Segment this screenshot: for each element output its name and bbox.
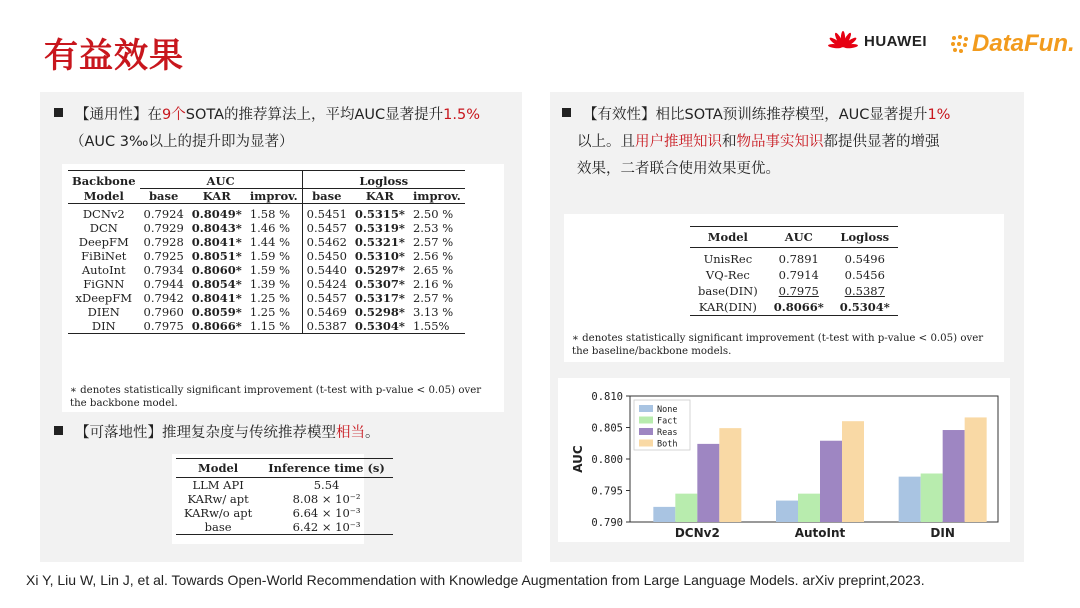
datafun-logo — [950, 30, 1075, 58]
inference-time-card — [172, 454, 385, 544]
header-model: Model — [198, 461, 239, 475]
table-row — [690, 248, 898, 268]
table-cell: FiGNN — [83, 277, 125, 291]
table-row — [690, 299, 898, 316]
table-cell: 0.5298* — [354, 305, 405, 319]
table-cell: 0.8049* — [191, 207, 242, 221]
table-cell: 0.5315* — [354, 207, 405, 221]
table-cell: 0.5387 — [844, 284, 885, 298]
table-row — [176, 520, 393, 535]
legend-swatch — [639, 405, 653, 412]
y-tick-label: 0.810 — [591, 391, 623, 403]
table-cell: 1.46 % — [249, 221, 291, 235]
deployability-bullet — [54, 420, 380, 447]
table-cell: 0.7914 — [778, 268, 819, 282]
table-cell: 8.08 × 10⁻² — [292, 492, 361, 506]
x-tick-label: DCNv2 — [674, 526, 720, 540]
table-cell: 0.5310* — [354, 249, 405, 263]
table-row — [68, 305, 465, 319]
bullet-text: 和 — [722, 134, 737, 150]
table-cell: 0.5304* — [839, 300, 890, 314]
bullet-text: 都提供显著的增强 — [823, 134, 940, 150]
table-cell: 0.7975 — [778, 284, 819, 298]
legend-label: Reas — [657, 428, 678, 438]
y-tick-label: 0.800 — [591, 454, 623, 466]
table-row — [68, 277, 465, 291]
table-cell: DIEN — [87, 305, 120, 319]
bullet-text: 以上。且 — [577, 134, 635, 150]
table-cell: 2.57 % — [412, 291, 454, 305]
table-cell: base — [204, 520, 232, 534]
table-row — [68, 235, 465, 249]
bullet-text: 【通用性】在 — [75, 107, 162, 123]
huawei-wordmark: HUAWEI — [864, 32, 927, 50]
table-cell: KAR(DIN) — [698, 300, 757, 314]
table-row — [176, 478, 393, 493]
table-cell: 0.7960 — [143, 305, 184, 319]
bar-none-dcnv2 — [653, 507, 675, 522]
bullet-square-icon — [54, 426, 63, 435]
table-cell: 0.8060* — [191, 263, 242, 277]
table-cell: FiBiNet — [81, 249, 127, 263]
bar-fact-din — [921, 473, 943, 522]
table-cell: 1.58 % — [249, 207, 291, 221]
table-cell: 0.8059* — [191, 305, 242, 319]
huawei-logo — [828, 30, 927, 52]
y-axis-label: AUC — [571, 445, 585, 473]
ablation-chart-card — [558, 378, 1010, 542]
x-tick-label: DIN — [930, 526, 955, 540]
sub-header: KAR — [188, 189, 246, 204]
table-cell: 0.7942 — [143, 291, 184, 305]
ablation-bar-chart — [558, 378, 1010, 542]
table-cell: LLM API — [192, 478, 244, 492]
bar-fact-dcnv2 — [675, 494, 697, 522]
significance-note: ∗ denotes statistically significant improvement (t-test with p-value < 0.05) over the baseline/backbone models. — [572, 333, 984, 357]
table-cell: 1.59 % — [249, 263, 291, 277]
table-cell: 0.5307* — [354, 277, 405, 291]
table-cell: 0.7925 — [143, 249, 184, 263]
bar-both-dcnv2 — [719, 428, 741, 522]
table-cell: 2.57 % — [412, 235, 454, 249]
table-cell: 0.8041* — [191, 235, 242, 249]
x-tick-label: AutoInt — [794, 526, 846, 540]
highlight-text: 物品事实知识 — [736, 134, 824, 150]
table-row — [690, 267, 898, 283]
pretrain-comparison-card — [564, 214, 1004, 362]
table-row — [68, 204, 465, 222]
pretrain-comparison-body — [690, 248, 898, 316]
table-cell: 0.7928 — [143, 235, 184, 249]
bar-reas-autoint — [820, 441, 842, 522]
table-cell: 6.64 × 10⁻³ — [292, 506, 361, 520]
table-row — [176, 506, 393, 520]
sub-header: base — [302, 189, 351, 204]
legend-label: Fact — [657, 416, 678, 427]
legend-label: None — [657, 405, 678, 415]
table-cell: 0.7924 — [143, 207, 184, 221]
table-cell: 2.53 % — [412, 221, 454, 235]
header-model: Model — [83, 188, 124, 203]
highlight-text: 1% — [927, 107, 951, 123]
bar-both-din — [965, 417, 987, 522]
table-cell: 0.8051* — [191, 249, 242, 263]
table-cell: 1.25 % — [249, 291, 291, 305]
table-cell: 0.7944 — [143, 277, 184, 291]
table-cell: base(DIN) — [698, 284, 758, 298]
table-row — [68, 249, 465, 263]
table-cell: 0.5304* — [354, 319, 405, 333]
table-cell: 1.55% — [412, 319, 450, 333]
sub-header: KAR — [351, 189, 409, 204]
legend-swatch — [639, 417, 653, 424]
sub-header: base — [140, 189, 188, 204]
y-tick-label: 0.795 — [591, 485, 623, 498]
inference-time-body — [176, 478, 393, 535]
table-cell: 0.8043* — [191, 221, 242, 235]
bullet-text: SOTA的推荐算法上，平均AUC显著提升 — [185, 107, 444, 123]
legend-swatch — [639, 440, 653, 447]
table-cell: 0.8054* — [191, 277, 242, 291]
bullet-square-icon — [562, 108, 571, 117]
backbone-results-body — [68, 204, 465, 334]
generality-bullet-line2: （AUC 3‰以上的提升即为显著） — [70, 134, 294, 150]
inference-time-table — [176, 458, 393, 535]
table-cell: AutoInt — [81, 263, 126, 277]
table-cell: 1.59 % — [249, 249, 291, 263]
table-cell: 0.5424 — [302, 277, 351, 291]
table-cell: 1.25 % — [249, 305, 291, 319]
table-cell: 0.5451 — [302, 204, 351, 222]
table-cell: 0.7934 — [143, 263, 184, 277]
table-cell: 0.5469 — [302, 305, 351, 319]
table-cell: 2.56 % — [412, 249, 454, 263]
huawei-petal-icon — [828, 30, 858, 52]
table-cell: VQ-Rec — [705, 268, 750, 282]
table-row — [68, 263, 465, 277]
header-backbone: Backbone — [72, 174, 136, 189]
bar-both-autoint — [842, 421, 864, 522]
table-cell: 0.5450 — [302, 249, 351, 263]
legend-label: Both — [657, 439, 678, 450]
bullet-text: 【有效性】相比SOTA预训练推荐模型，AUC显著提升 — [583, 107, 928, 123]
table-cell: 0.5496 — [844, 252, 885, 266]
table-cell: 0.8066* — [773, 300, 824, 314]
bar-reas-dcnv2 — [697, 444, 719, 522]
pretrain-comparison-table — [690, 226, 898, 316]
table-cell: 0.7975 — [143, 319, 184, 333]
table-cell: 6.42 × 10⁻³ — [292, 520, 361, 534]
table-cell: 0.5297* — [354, 263, 405, 277]
table-cell: 2.16 % — [412, 277, 454, 291]
table-row — [68, 291, 465, 305]
table-cell: 0.5321* — [354, 235, 405, 249]
table-cell: 0.8041* — [191, 291, 242, 305]
effectiveness-bullet-line3: 效果，二者联合使用效果更优。 — [577, 161, 780, 177]
sub-header: improv. — [409, 189, 465, 204]
table-cell: 0.5457 — [302, 221, 351, 235]
table-cell: DCN — [89, 221, 118, 235]
table-cell: 3.13 % — [412, 305, 454, 319]
table-cell: 0.5387 — [302, 319, 351, 334]
bullet-text: 【可落地性】推理复杂度与传统推荐模型 — [75, 425, 336, 441]
table-row — [176, 492, 393, 506]
bar-reas-din — [943, 430, 965, 522]
bar-fact-autoint — [798, 494, 820, 522]
table-cell: xDeepFM — [75, 291, 132, 305]
table-row — [68, 319, 465, 334]
highlight-text: 用户推理知识 — [635, 134, 722, 150]
backbone-results-table — [68, 170, 465, 334]
bar-none-autoint — [776, 501, 798, 522]
table-cell: 0.5317* — [354, 291, 405, 305]
header-model: Model — [707, 230, 748, 244]
table-cell: DCNv2 — [82, 207, 125, 221]
table-cell: 1.44 % — [249, 235, 291, 249]
table-cell: 0.5319* — [354, 221, 405, 235]
backbone-results-card — [62, 164, 504, 412]
significance-note: ∗ denotes statistically significant improvement (t-test with p-value < 0.05) over the backbone model. — [70, 385, 482, 409]
header-inference-time: Inference time (s) — [268, 461, 385, 475]
table-cell: DIN — [91, 319, 116, 333]
header-logloss: Logloss — [302, 171, 465, 189]
table-cell: DeepFM — [78, 235, 129, 249]
y-tick-label: 0.805 — [591, 422, 623, 435]
header-auc: AUC — [784, 230, 813, 244]
table-cell: 0.5440 — [302, 263, 351, 277]
header-auc: AUC — [206, 174, 235, 188]
table-cell: 5.54 — [313, 478, 340, 492]
table-row — [68, 221, 465, 235]
datafun-wordmark: DataFun. — [972, 30, 1075, 57]
table-cell: 0.7929 — [143, 221, 184, 235]
generality-bullet — [54, 102, 520, 129]
right-panel — [550, 92, 1024, 562]
left-panel — [40, 92, 522, 562]
bullet-square-icon — [54, 108, 63, 117]
page-title: 有益效果 — [44, 36, 184, 76]
table-cell: 2.50 % — [412, 207, 454, 221]
table-row — [690, 283, 898, 299]
table-cell: 0.5456 — [844, 268, 885, 282]
table-cell: 0.5462 — [302, 235, 351, 249]
datafun-dots-icon — [950, 33, 970, 55]
table-cell: KARw/ apt — [187, 492, 249, 506]
sub-header: improv. — [246, 189, 302, 204]
effectiveness-bullet — [562, 102, 1022, 129]
highlight-text: 9个 — [162, 107, 186, 123]
table-cell: 0.7891 — [778, 252, 819, 266]
table-cell: 0.5457 — [302, 291, 351, 305]
table-cell: 2.65 % — [412, 263, 454, 277]
header-logloss: Logloss — [840, 230, 890, 244]
highlight-text: 相当 — [336, 425, 365, 441]
effectiveness-bullet-line2 — [577, 129, 940, 156]
y-tick-label: 0.790 — [591, 517, 623, 529]
bullet-text: 。 — [365, 425, 380, 441]
table-cell: 1.39 % — [249, 277, 291, 291]
highlight-text: 1.5% — [443, 107, 481, 123]
legend-swatch — [639, 428, 653, 435]
bar-none-din — [899, 477, 921, 522]
table-cell: KARw/o apt — [184, 506, 253, 520]
table-cell: 0.8066* — [191, 319, 242, 333]
table-cell: 1.15 % — [249, 319, 291, 333]
table-cell: UnisRec — [703, 252, 753, 266]
citation-footer: Xi Y, Liu W, Lin J, et al. Towards Open-World Recommendation with Knowledge Augmentation from Large Language Models. arXiv preprint,2023. — [26, 572, 925, 588]
